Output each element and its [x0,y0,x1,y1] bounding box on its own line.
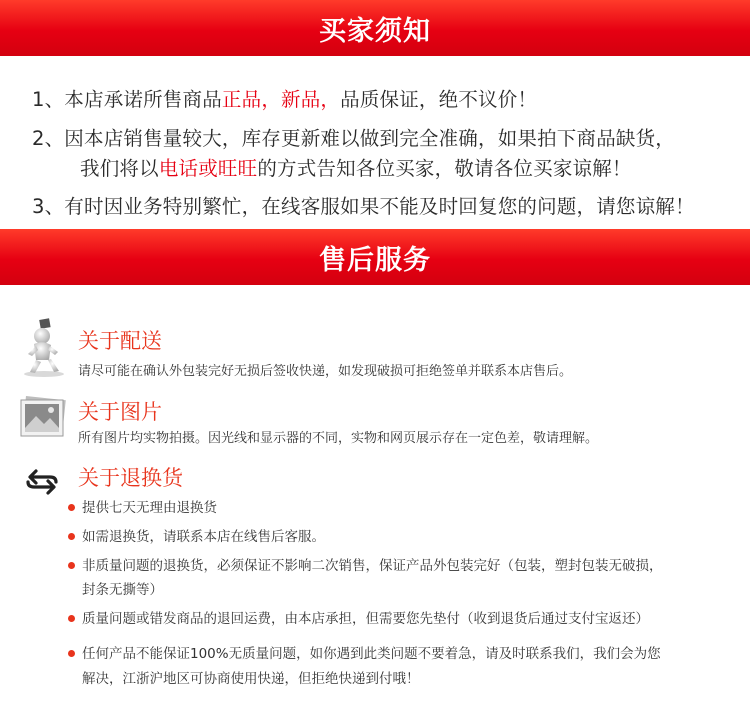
photo-frame-icon [18,394,70,442]
notice-2-highlight: 电话或旺旺 [158,157,258,180]
returns-item-5-cont: 解决，江浙沪地区可协商使用快递，但拒绝快递到付哦！ [82,671,420,687]
returns-item-3: 非质量问题的退换货，必须保证不影响二次销售，保证产品外包装完好（包装，塑封包装无破损， [82,558,663,574]
buyer-notice-banner [0,0,750,56]
bullet-dot [68,650,75,657]
images-title: 关于图片 [78,400,162,424]
returns-item-3-cont: 封条无撕等） [82,582,163,598]
person-carrying-box-icon [18,316,70,378]
after-sales-banner [0,229,750,285]
images-text: 所有图片均实物拍摄。因光线和显示器的不同，实物和网页展示存在一定色差，敬请理解。 [78,431,599,446]
returns-item-2: 如需退换货，请联系本店在线售后客服。 [82,529,325,545]
buyer-notice-title: 买家须知 [319,15,431,47]
delivery-title: 关于配送 [78,329,162,353]
bullet-dot [68,533,75,540]
after-sales-title: 售后服务 [319,244,431,276]
bullet-dot [68,504,75,511]
notice-2-line-2 [80,153,632,181]
returns-item-5: 任何产品不能保证100%无质量问题，如你遇到此类问题不要着急，请及时联系我们，我们会为您 [82,646,661,662]
notice-1-highlight: 正品，新品， [221,88,341,111]
bullet-dot [68,562,75,569]
exchange-arrows-icon [24,466,60,498]
returns-item-4: 质量问题或错发商品的退回运费，由本店承担，但需要您先垫付（收到退货后通过支付宝返还） [82,611,649,627]
notice-1-suffix: 品质保证，绝不议价！ [340,88,538,111]
notice-1 [32,84,537,112]
notice-1-text: 1、本店承诺所售商品 [32,88,222,111]
returns-item-1: 提供七天无理由退换货 [82,500,217,516]
notice-2-suffix: 的方式告知各位买家，敬请各位买家谅解！ [257,157,632,180]
delivery-text: 请尽可能在确认外包装完好无损后签收快递，如发现破损可拒绝签单并联系本店售后。 [78,364,573,379]
notice-2-prefix: 我们将以 [80,157,159,180]
notice-3: 3、有时因业务特别繁忙，在线客服如果不能及时回复您的问题，请您谅解！ [32,195,695,218]
notice-2-line-1: 2、因本店销售量较大，库存更新难以做到完全准确，如果拍下商品缺货， [32,127,676,150]
bullet-dot [68,615,75,622]
returns-title: 关于退换货 [78,466,183,490]
